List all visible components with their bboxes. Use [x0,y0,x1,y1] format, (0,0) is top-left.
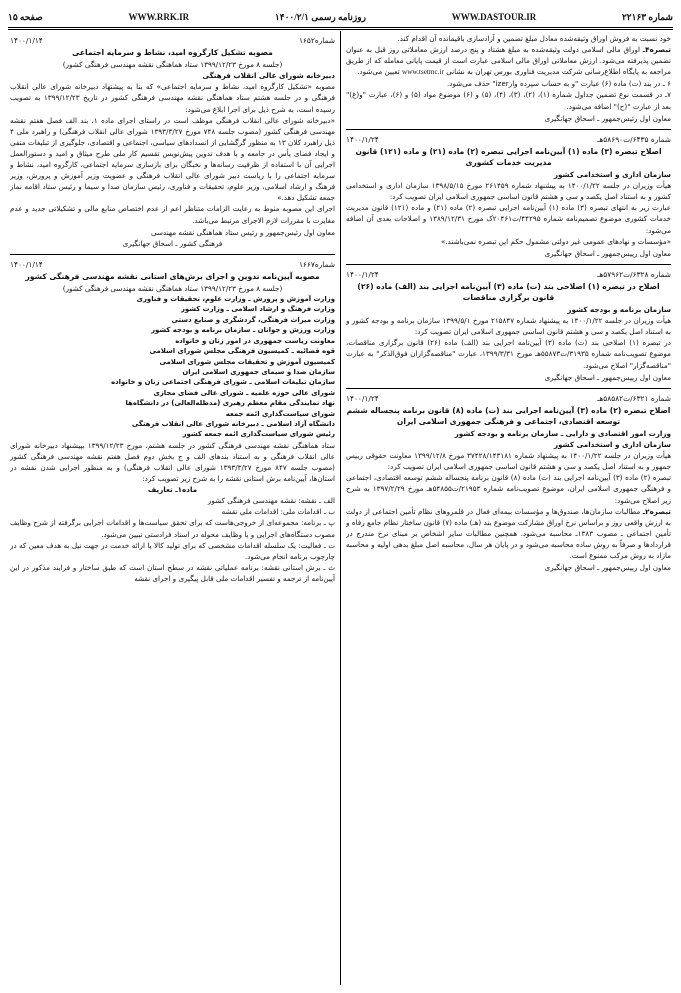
recipient-item: وزارت فرهنگ و ارشاد اسلامی ـ وزارت کشور [180,305,335,314]
decree-paragraph: «دبیرخانه شورای عالی انقلاب فرهنگی موظف است در راستای اجرای ماده ۱، بند الف فصل هفتم نقشه مهندسی فرهنگی کشور (مصوب جلسه ۷۴۸ مورخ ۱۳۹۳/۳/۲۷ شورای عالی انقلاب فرهنگی) و راهبرد ملی ۴ ذیل راهبرد کلان ۱۳ به منظور گرگشایی از انسدادهای سیاسی، اجتماعی و اقتصادی، جلوگیری از تبلیغات منفی و ایجاد فضای یأس در جامعه و با هدف تدوین پیش‌نویس تقسیم کار ملی طرح میثاق و امید و دستورالعمل اجرایی آن با استفاده از ظرفیت رسانه‌ها و نخبگان برای بازسازی سرمایه اجتماعی، کارگروه امید، نشاط و سرمایه اجتماعی را با ریاست دبیر شورای عالی انقلاب فرهنگی و عضویت وزیر آموزش و پرورش، وزیر فرهنگ و ارشاد اسلامی، وزیر علوم، تحقیقات و فناوری، رئیس سازمان صدا و سیما و رئیس ستاد اقامه نماز جمعه تشکیل دهد.» [10,115,335,203]
definition-item: الف ـ نقشه: نقشه مهندسی فرهنگی کشور [207,496,335,506]
recipient-item: وزارت ورزش و جوانان ـ سازمان برنامه و بودجه کشور [151,326,335,335]
site-url-right: WWW.DASTOUR.IR [451,12,537,22]
signature: معاون اول رئیس‌جمهور و رئیس ستاد هماهنگی نقشه مهندسی [150,227,335,237]
signature: معاون اول رییس‌جمهور ـ اسحاق جهانگیری [544,563,671,573]
signature-name: فرهنگی کشور ـ اسحاق جهانگیری [122,238,223,248]
decree-paragraph: تبصره (۲) ماده (۳) آیین‌نامه اجرایی بند (ت) ماده (۸) قانون برنامه پنجساله ششم توسعه اقتصادی، اجتماعی و فرهنگی جمهوری اسلامی ایران، موضوع تصویب‌نامه شماره ۲۱۹۵۳/ت۵۴۸۵۵هـ مورخ ۱۳۹۷/۲/۲۹ به شرح زیر اصلاح می‌شود: [346,473,671,505]
recipient-item: سازمان صدا و سیمای جمهوری اسلامی ایران [182,367,335,376]
section-divider [10,254,335,255]
column-divider [340,31,341,985]
decree-paragraph: «مؤسسات و نهادهای عمومی غیر دولتی مشمول حکم این تبصره نمی‌باشند.» [440,236,671,246]
note-body: مطالبات سازمان‌ها، صندوق‌ها و مؤسسات بیمه‌ای فعال در قلمروهای نظام تأمین اجتماعی از دولت به ارزش واقعی روز و براساس نرخ اوراق مشارکت موضوع بند (هـ) ماده (۷) قانون ساختار نظام جامع رفاه و تأمین اجتماعی ـ مصوب ۱۳۸۳ـ محاسبه می‌شود. همچنین مطالبات سایر اشخاص بر مبنای نرخ مندرج در قراردادها و صرفاً به روش ساده محاسبه می‌شود و در پایان هر سال، محاسبه اصل مبلغ بدهی اولیه و محاسبه مازاد به روش مرکب ممنوع است. [346,506,671,561]
decree-number-line [10,35,335,46]
gazette-date: روزنامه رسمی ۱۴۰۰/۲/۱ [274,11,366,22]
decree-paragraph: هیأت وزیران در جلسه ۱۴۰۰/۱/۲۲ به پیشنهاد شماره ۳۷۴۲۸/۱۴۳۱۸۱ مورخ ۱۳۹۹/۱۲/۸ معاونت حقوقی رییس جمهور و به استناد اصل یکصد و سی و هشتم قانون اساسی جمهوری اسلامی ایران تصویب کرد: [346,451,671,472]
decree-paragraph: اجرای این مصوبه منوط به رعایت الزامات متناظر اعم از عدم اختصاص منابع مالی و تشکیلاتی جدید و عدم مغایرت با مقررات لازم الاجرای مرتبط می‌باشد. [10,204,335,225]
recipient-item: نهاد نمایندگی مقام معظم رهبری (مدظله‌العالی) در دانشگاه‌ها [125,399,335,408]
decree-number: شماره۱۶۵۲ [298,36,335,45]
decree-title: اصلاح تبصره (۳) ماده (۱) آیین‌نامه اجرایی تبصره (۲) ماده (۲۱) و ماده (۱۲۱) قانون مدیریت خدمات کشوری [355,146,662,167]
signature: معاون اول رییس‌جمهور ـ اسحاق جهانگیری [544,248,671,258]
header-rule [8,27,673,28]
recipient-item: معاونت ریاست جمهوری در امور زنان و خانواده [175,336,335,345]
decree-organization: وزارت امور اقتصادی و دارایی ـ سازمان برنامه و بودجه کشور [454,429,671,438]
decree-date: ۱۴۰۰/۱/۱۴ [10,36,43,45]
continued-text: خود نسبت به فروش اوراق وثیقه‌شده معادل مبلغ تضمین و آزادسازی باقیمانده آن اقدام کند. [397,34,671,43]
article-heading: ماده۱ـ تعاریف [147,485,198,495]
recipient-item: قوه قضائیه ـ کمیسیون فرهنگی مجلس شورای اسلامی [149,347,335,356]
decree-title: اصلاح تبصره (۲) ماده (۳) آیین‌نامه اجرایی بند (ت) ماده (۸) قانون برنامه پنجساله ششم توسعه اقتصادی، اجتماعی و فرهنگی جمهوری اسلامی ایران [346,405,671,426]
definition-item: ب ـ اقدامات ملی: اقدامات ملی نقشه [221,507,335,517]
decree-date: ۱۴۰۰/۱/۲۴ [346,393,379,403]
decree-date: ۱۴۰۰/۱/۲۴ [346,134,379,144]
decree-date: ۱۴۰۰/۱/۱۴ [10,259,43,269]
decree-date: ۱۴۰۰/۱/۲۴ [346,269,379,279]
recipient-item: شورای عالی حوزه علمیه ـ شورای عالی فضای مجازی [153,388,335,397]
note-4-tail: تعیین می‌شود. [357,67,400,77]
decree-number-line [346,393,671,404]
decree-number: شماره۱۶۶۷ [298,259,335,269]
recipient-item: وزارت میراث فرهنگی، گردشگری و صنایع دستی [171,315,335,324]
decree-number-line [346,269,671,280]
decree-organization: دبیرخانه شورای عالی انقلاب فرهنگی [202,71,335,81]
decree-title: اصلاح در تبصره (۱) اصلاحی بند (ت) ماده (۳) آیین‌نامه اجرایی بند (الف) ماده (۲۶) قانون برگزاری مناقصات [357,281,660,302]
recipient-item: دانشگاه آزاد اسلامی ـ دبیرخانه شورای عالی انقلاب فرهنگی [131,419,335,428]
signature: معاون اول رئیس‌جمهور ـ اسحاق جهانگیری [544,113,671,123]
section-divider [346,388,671,389]
note-4-head: تبصره۴ـ [642,45,671,55]
left-column [10,33,335,987]
site-url-left: WWW.RRK.IR [128,12,190,22]
decree-organization: سازمان اداری و استخدامی کشور [553,170,671,180]
recipients-list [10,294,335,440]
decree-subtitle: (جلسه ۸ مورخ ۱۳۹۹/۱۲/۲۳ ستاد هماهنگی نقشه مهندسی فرهنگی کشور) [62,283,283,293]
note-4 [346,44,671,78]
decree-number-line [10,259,335,270]
header-rule-double [8,29,673,30]
item-7: ۷ـ در قسمت نوع تضمین جداول شماره (۱)، (۲)، (۳)، (۴)، (۵) و (۶) موضوع مواد (۵) و (۶)، عبارت "و(غ)" بعد از عبارت "(ح)" اضافه می‌شود. [346,90,671,111]
decree-paragraph [346,506,671,561]
section-divider [346,129,671,130]
decree-number: شماره ۶۴۳۵/ت۵۸۶۹۰هـ [597,134,671,144]
decree-number-line [346,134,671,145]
recipient-item: وزارت آموزش و پرورش ـ وزارت علوم، تحقیقات و فناوری [136,295,335,304]
signature: معاون اول رییس‌جمهور ـ اسحاق جهانگیری [544,372,671,382]
recipient-item: رئیس شورای سیاست‌گذاری ائمه جمعه کشور [182,430,335,439]
recipient-item: شورای سیاست‌گذاری ائمه جمعه [225,409,335,418]
decree-organization: سازمان برنامه و بودجه کشور [567,305,671,315]
recipient-item: سازمان تبلیغات اسلامی ـ شورای فرهنگی اجتماعی زنان و خانواده [111,378,335,387]
note-head: تبصره۲ـ [642,506,671,516]
decree-title: مصوبه آیین‌نامه تدوین و اجرای برش‌های استانی نقشه مهندسی فرهنگی کشور [25,271,320,281]
decree-paragraph: مصوبه «تشکیل کارگروه امید، نشاط و سرمایه اجتماعی» که بنا به پیشنهاد دبیرخانه شورای عالی انقلاب فرهنگی و در جلسه هشتم ستاد هماهنگی نقشه مهندسی فرهنگی کشور در تاریخ ۱۳۹۹/۱۲/۲۳ به تصویب رسیده است، به شرح ذیل برای اجرا ابلاغ می‌شود: [10,82,335,114]
recipient-item: کمیسیون آموزش و تحقیقات مجلس شورای اسلامی [159,357,335,366]
definition-item: پ ـ برنامه: مجموعه‌ای از خروجی‌هاست که برای تحقق سیاست‌ها و اقدامات اجرایی برگرفته از شرح وظایف مصوب دستگاه‌های اجرایی و یا وظایف محوله در اسناد فرادستی تبیین می‌شود. [10,518,335,539]
issue-number: شماره ۲۲۱۶۳ [621,11,673,22]
section-divider [346,264,671,265]
decree-paragraph: هیأت وزیران در جلسه ۱۴۰۰/۱/۲۲ به پیشنهاد شماره ۲۱۵۸۴۷ مورخ ۱۳۹۹/۵/۱ سازمان برنامه و بودجه کشور و به استناد اصل یکصد و سی و هشتم قانون اساسی جمهوری اسلامی ایران تصویب کرد: [346,316,671,337]
definition-item: ث ـ برش استانی نقشه: برنامه عملیاتی نقشه در سطح استان است که طبق ساختار و فرایند مذکور در این آیین‌نامه از ترجمه و تفسیر اقدامات ملی قابل پیگیری و اجرای نقشه [10,562,335,583]
decree-paragraph: عبارت زیر به انتهای تبصره (۳) ماده (۱) آیین‌نامه اجرایی تبصره (۲) ماده (۲۱) و ماده (۱۲۱) قانون مدیریت خدمات کشوری موضوع تصمیم‌نامه شماره ۴۴۲۹۵/ت۲۰۴۶۱ک مورخ ۱۳۸۹/۱۲/۳۱ و اصلاحات بعدی آن اضافه می‌شود: [346,203,671,235]
decree-paragraph: ستاد هماهنگی نقشه مهندسی فرهنگی کشور در جلسه هشتم، مورخ ۱۳۹۹/۱۲/۲۳ بپیشنهاد دبیرخانه شورای عالی انقلاب فرهنگی و به استناد بندهای الف و ج بخش دوم فصل هفتم نقشه مهندسی فرهنگی کشور (مصوب جلسه ۸۴۷ مورخ ۱۳۹۳/۳/۲۷ شورای عالی انقلاب فرهنگی) و به منظور اجرایی شدن نقشه در استان‌ها، آیین‌نامه برش استانی نقشه را به شرح زیر تصویب کرد: [10,440,335,484]
decree-paragraph: هیأت وزیران در جلسه ۱۴۰۰/۱/۲۲ به پیشنهاد شماره ۲۶۱۴۵۹ مورخ ۱۳۹۸/۵/۱۵ سازمان اداری و استخدامی کشور و به استناد اصل یکصد و سی و هشتم قانون اساسی جمهوری اسلامی ایران تصویب کرد: [346,181,671,202]
decree-number: شماره ۶۳۲۱/ت۵۸۵۸۲هـ [597,393,671,403]
decree-number: شماره ۶۳۲۸/ت۵۷۹۶۲هـ [597,269,671,279]
decree-subtitle: (جلسه ۸ مورخ ۱۳۹۹/۱۲/۲۳ ستاد هماهنگی نقشه مهندسی فرهنگی کشور) [62,60,283,70]
decree-title: مصوبه تشکیل کارگروه امید، نشاط و سرمایه اجتماعی [72,48,273,58]
decree-paragraph: در تبصره (۱) اصلاحی بند (ت) ماده (۳) آیین‌نامه اجرایی بند (الف) ماده (۲۶) قانون برگزاری مناقصات، موضوع تصویب‌نامه شماره ۳۱۹۳۵/ت۵۵۸۷۳هـ مورخ ۱۳۹۹/۳/۳۱، عبارت "مناقصه‌گزاران فوق‌الذکر" به عبارت "مناقصه‌گزار" اصلاح می‌شود. [346,338,671,370]
right-column [346,33,671,987]
item-6: ۶ ـ در بند (ت) ماده (۶) عبارت "و به حساب سپرده وارizer" حذف می‌شود. [446,79,671,89]
decree-organization-2: سازمان اداری و استخدامی کشور [553,440,671,450]
page-header [8,10,673,24]
note-4-body: اوراق مالی اسلامی دولت وثیقه‌شده به مبلغ هشتاد و پنج درصد ارزش معاملاتی روز قبل به عنوان تضمین پذیرفته می‌شود. ارزش معاملاتی اوراق مالی اسلامی عبارت است از قیمت پایانی معامله که از طریق مراجعه به پایگاه اطلاع‌رسانی شرکت مدیریت فناوری بورس تهران به نشانی [346,45,671,77]
page-number: صفحه ۱۵ [8,11,43,22]
note-4-url: www.tsetmc.ir [402,68,444,77]
definition-item: ت ـ فعالیت: یک سلسله اقدامات مشخصی که برای تولید کالا یا ارائه خدمت در جهت نیل به هدف معین که در چارچوب برنامه انجام می‌شود. [10,540,335,561]
